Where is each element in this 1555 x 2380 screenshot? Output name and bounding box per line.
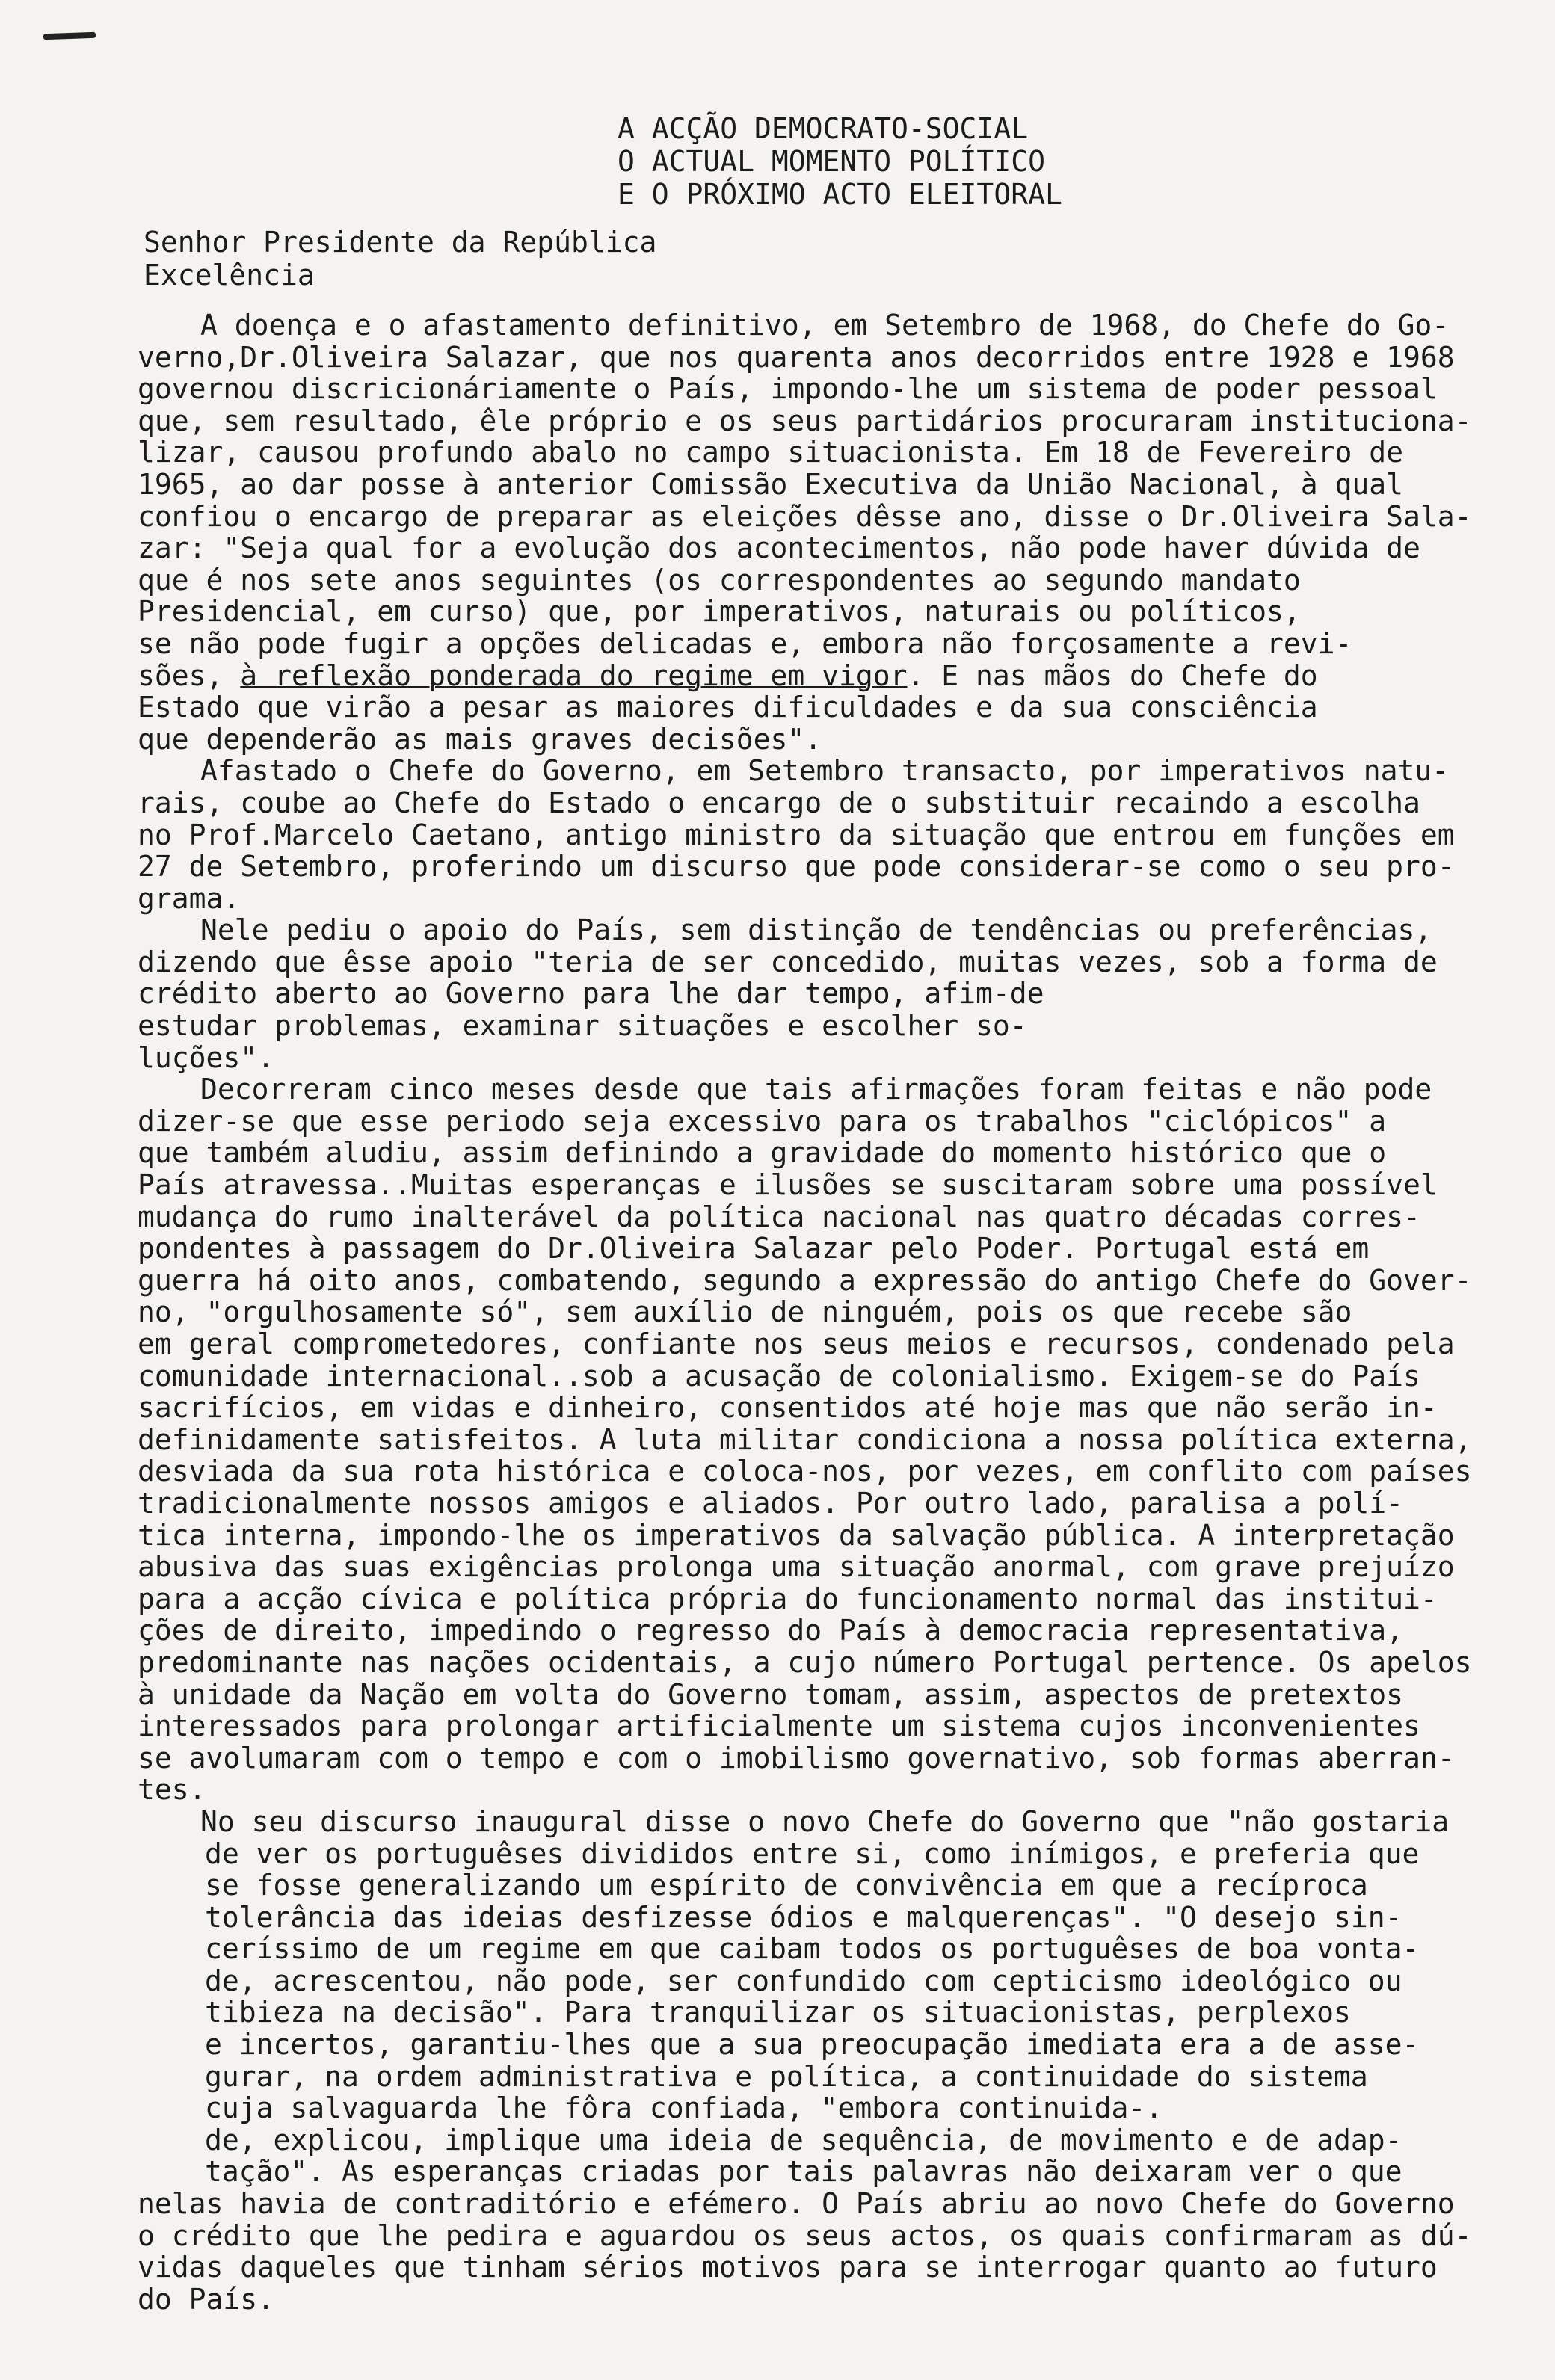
text-line: se avolumaram com o tempo e com o imobilismo governativo, sob formas aberran-	[138, 1741, 1455, 1775]
text-line: guerra há oito anos, combatendo, segundo a expressão do antigo Chefe do Gover-	[138, 1263, 1472, 1297]
text-line: cuja salvaguarda lhe fôra confiada, "embora continuida-.	[205, 2091, 1163, 2125]
text-line: o crédito que lhe pedira e aguardou os seus actos, os quais confirmaram as dú-	[138, 2219, 1472, 2252]
text-line: dizendo que êsse apoio "teria de ser concedido, muitas vezes, sob a forma de	[138, 945, 1438, 978]
text-line: desviada da sua rota histórica e coloca-nos, por vezes, em conflito com países	[138, 1455, 1472, 1488]
text-line: Afastado o Chefe do Governo, em Setembro transacto, por imperativos natu-	[200, 754, 1450, 788]
text-line: No seu discurso inaugural disse o novo Chefe do Governo que "não gostaria	[200, 1804, 1450, 1838]
text-line: sacrifícios, em vidas e dinheiro, consentidos até hoje mas que não serão in-	[138, 1391, 1438, 1425]
heading-line-3: E O PRÓXIMO ACTO ELEITORAL	[618, 178, 1062, 211]
text-line: dizer-se que esse periodo seja excessivo para os trabalhos "ciclópicos" a	[138, 1104, 1387, 1138]
body-text	[138, 309, 1513, 2315]
text-line: no, "orgulhosamente só", sem auxílio de ninguém, pois os que recebe são	[138, 1295, 1352, 1329]
text-fragment: zar:	[138, 531, 224, 565]
text-line: de, acrescentou, não pode, ser confundido com cepticismo ideológico ou	[205, 1964, 1402, 1997]
text-line	[138, 532, 1513, 564]
text-line: tolerância das ideias desfizesse ódios e malquerenças". "O desejo sin-	[205, 1900, 1402, 1934]
quote-line: estudar problemas, examinar situações e escolher so-	[138, 1009, 1027, 1043]
underlined-phrase: à reflexão ponderada do regime em vigor	[240, 659, 908, 692]
text-line: 1965, ao dar posse à anterior Comissão Executiva da União Nacional, à qual	[138, 467, 1403, 501]
ink-mark	[43, 32, 96, 40]
text-line: vidas daqueles que tinham sérios motivos para se interrogar quanto ao futuro	[138, 2251, 1438, 2284]
text-line: em geral comprometedores, confiante nos seus meios e recursos, condenado pela	[138, 1328, 1455, 1360]
text-line: definidamente satisfeitos. A luta militar condiciona a nossa política externa,	[138, 1422, 1472, 1456]
text-line: de, explicou, implique uma ideia de sequência, de movimento e de adap-	[205, 2123, 1402, 2157]
document-heading	[618, 112, 1062, 211]
text-line: Nele pediu o apoio do País, sem distinção de tendências ou preferências,	[200, 913, 1432, 947]
text-line: gurar, na ordem administrativa e política, a continuidade do sistema	[205, 2059, 1368, 2093]
text-line: governou discricionáriamente o País, impondo-lhe um sistema de poder pessoal	[138, 372, 1438, 406]
text-line: tica interna, impondo-lhe os imperativos da salvação pública. A interpretação	[138, 1518, 1455, 1552]
text-line: confiou o encargo de preparar as eleições dêsse ano, disse o Dr.Oliveira Sala-	[138, 499, 1472, 533]
text-line: tradicionalmente nossos amigos e aliados. Por outro lado, paralisa a polí-	[138, 1486, 1403, 1520]
text-line: e incertos, garantiu-lhes que a sua preocupação imediata era a de asse-	[205, 2028, 1420, 2062]
quote-line: crédito aberto ao Governo para lhe dar tempo, afim-de	[138, 977, 1044, 1011]
text-line: abusiva das suas exigências prolonga uma situação anormal, com grave prejuízo	[138, 1550, 1455, 1584]
salutation-line-1: Senhor Presidente da República	[144, 226, 657, 259]
quote-line: Estado que virão a pesar as maiores dificuldades e da sua consciência	[138, 691, 1318, 724]
text-line: País atravessa..Muitas esperanças e ilusões se suscitaram sobre uma possível	[138, 1168, 1438, 1202]
text-line: nelas havia de contraditório e efémero. O País abriu ao novo Chefe do Governo	[138, 2187, 1455, 2221]
quote-line: luções".	[138, 1041, 275, 1074]
salutation	[144, 226, 656, 292]
text-line: no Prof.Marcelo Caetano, antigo ministro da situação que entrou em funções em	[138, 818, 1455, 851]
text-line: interessados para prolongar artificialmente um sistema cujos inconvenientes	[138, 1710, 1420, 1743]
text-line: para a acção cívica e política própria do funcionamento normal das institui-	[138, 1582, 1438, 1615]
heading-line-1: A ACÇÃO DEMOCRATO-SOCIAL	[618, 112, 1029, 145]
text-line: tibieza na decisão". Para tranquilizar os situacionistas, perplexos	[205, 1996, 1351, 2029]
text-line: do País.	[138, 2282, 275, 2316]
text-line: ceríssimo de um regime em que caibam todos os portuguêses de boa vonta-	[205, 1932, 1420, 1966]
text-line: mudança do rumo inalterável da política nacional nas quatro décadas corres-	[138, 1200, 1420, 1233]
text-line: à unidade da Nação em volta do Governo tomam, assim, aspectos de pretextos	[138, 1677, 1403, 1711]
heading-line-2: O ACTUAL MOMENTO POLÍTICO	[618, 145, 1045, 178]
quote-line: que dependerão as mais graves decisões".	[138, 722, 822, 756]
text-line: grama.	[138, 881, 241, 915]
text-line: rais, coube ao Chefe do Estado o encargo de o substituir recaindo a escolha	[138, 786, 1420, 819]
text-line: tes.	[138, 1773, 206, 1807]
text-line: 27 de Setembro, proferindo um discurso que pode considerar-se como o seu pro-	[138, 850, 1455, 884]
text-line: que, sem resultado, êle próprio e os seus partidários procuraram institucionа-	[138, 404, 1472, 437]
quote-fragment: "Seja qual for a evolução dos acontecimentos, não pode haver dúvida de	[223, 531, 1420, 565]
text-line: tação". As esperanças criadas por tais palavras não deixaram ver o que	[205, 2155, 1402, 2189]
quote-line: Presidencial, em curso) que, por imperativos, naturais ou políticos,	[138, 595, 1301, 629]
text-line: ções de direito, impedindo o regresso do País à democracia representativa,	[138, 1614, 1403, 1647]
quote-line: se não pode fugir a opções delicadas e, embora não forçosamente a revi-	[138, 626, 1352, 660]
quote-line	[138, 660, 1513, 692]
text-fragment: . E nas mãos do Chefe do	[907, 659, 1318, 692]
salutation-line-2: Excelência	[144, 259, 315, 292]
text-line: comunidade internacional..sob a acusação de colonialismo. Exigem-se do País	[138, 1359, 1420, 1393]
text-line: pondentes à passagem do Dr.Oliveira Salazar pelo Poder. Portugal está em	[138, 1232, 1370, 1265]
text-line: se fosse generalizando um espírito de convivência em que a recíproca	[205, 1869, 1368, 1902]
text-fragment: sões,	[138, 659, 241, 692]
text-line: predominante nas nações ocidentais, a cujo número Portugal pertence. Os apelos	[138, 1645, 1472, 1679]
quote-line: que é nos sete anos seguintes (os correspondentes ao segundo mandato	[138, 563, 1301, 596]
text-line: A doença e o afastamento definitivo, em Setembro de 1968, do Chefe do Go-	[200, 309, 1450, 342]
text-line: verno,Dr.Oliveira Salazar, que nos quarenta anos decorridos entre 1928 e 1968	[138, 340, 1455, 374]
text-line: de ver os portuguêses divididos entre si, como inímigos, e preferia que	[205, 1837, 1420, 1870]
text-line: lizar, causou profundo abalo no campo situacionista. Em 18 de Fevereiro de	[138, 436, 1403, 469]
text-line: Decorreram cinco meses desde que tais afirmações foram feitas e não pode	[200, 1073, 1432, 1106]
text-line: que também aludiu, assim definindo a gravidade do momento histórico que o	[138, 1136, 1387, 1170]
